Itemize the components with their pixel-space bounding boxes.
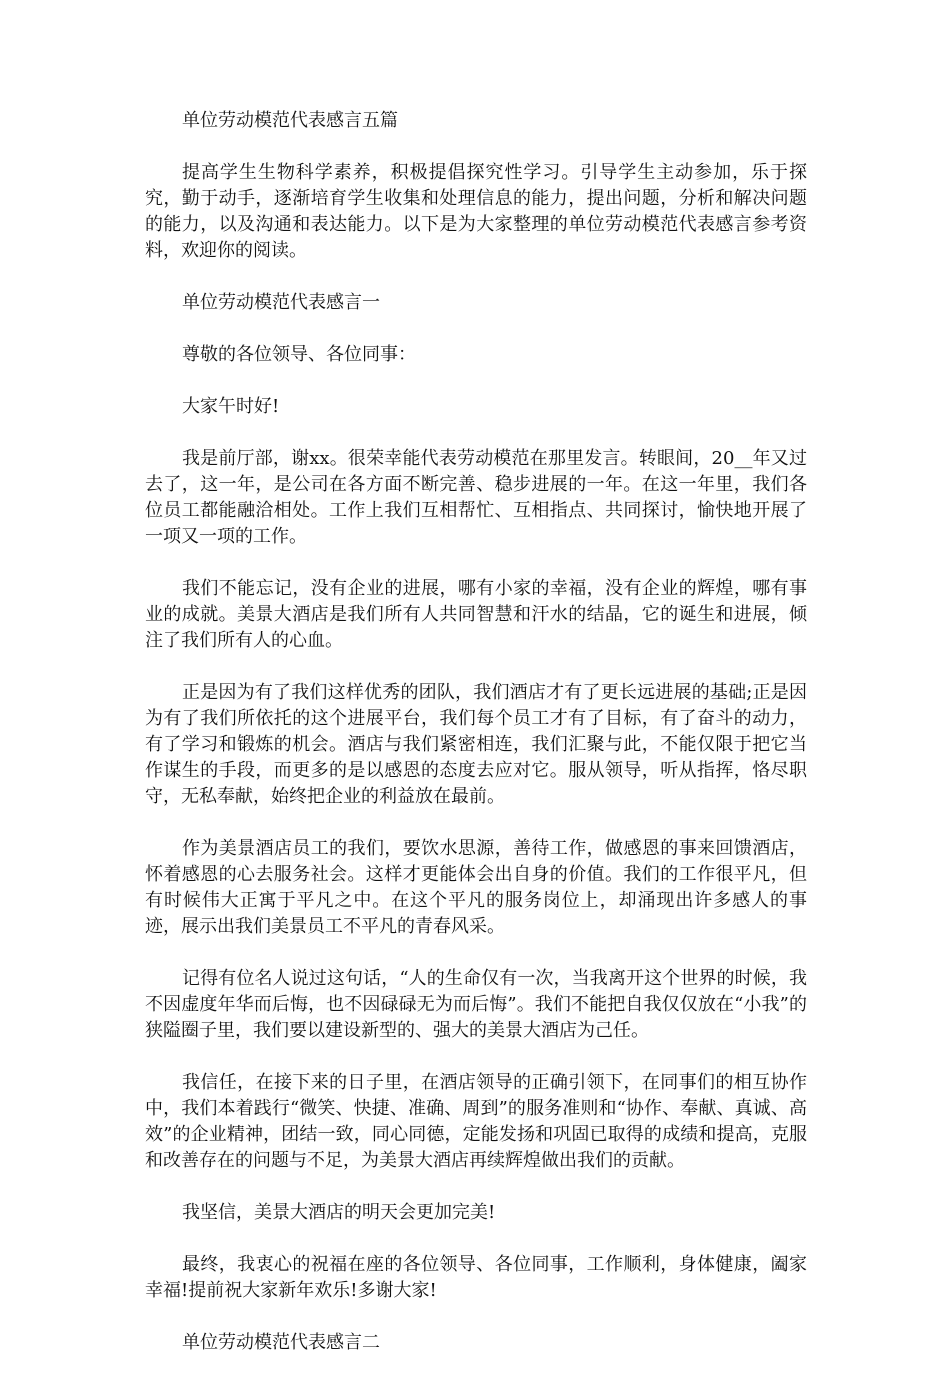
body-paragraph-5: 记得有位名人说过这句话，“人的生命仅有一次，当我离开这个世界的时候，我不因虚度年华而后悔，也不因碌碌无为而后悔”。我们不能把自我仅仅放在“小我”的狭隘圈子里，我们要以建设新型的、强大的美景大酒店为己任。 xyxy=(145,968,807,1041)
greeting: 大家午时好! xyxy=(182,396,280,417)
body-paragraph-8: 最终，我衷心的祝福在座的各位领导、各位同事，工作顺利，身体健康，阖家幸福!提前祝大家新年欢乐!多谢大家! xyxy=(145,1254,807,1301)
body-paragraph-1: 我是前厅部，谢xx。很荣幸能代表劳动模范在那里发言。转眼间，20__年又过去了，这一年，是公司在各方面不断完善、稳步进展的一年。在这一年里，我们各位员工都能融洽相处。工作上我们互相帮忙、互相指点、共同探讨，愉快地开展了一项又一项的工作。 xyxy=(145,448,807,547)
body-paragraph-4: 作为美景酒店员工的我们，要饮水思源，善待工作，做感恩的事来回馈酒店，怀着感恩的心去服务社会。这样才更能体会出自身的价值。我们的工作很平凡，但有时候伟大正寓于平凡之中。在这个平凡的服务岗位上，却涌现出许多感人的事迹，展示出我们美景员工不平凡的青春风采。 xyxy=(145,838,807,937)
document-title: 单位劳动模范代表感言五篇 xyxy=(182,110,398,131)
body-paragraph-6: 我信任，在接下来的日子里，在酒店领导的正确引领下，在同事们的相互协作中，我们本着践行“微笑、快捷、准确、周到”的服务准则和“协作、奉献、真诚、高效”的企业精神，团结一致，同心同德，定能发扬和巩固已取得的成绩和提高，克服和改善存在的问题与不足，为美景大酒店再续辉煌做出我们的贡献。 xyxy=(145,1072,807,1171)
body-paragraph-7: 我坚信，美景大酒店的明天会更加完美! xyxy=(182,1202,496,1223)
salutation: 尊敬的各位领导、各位同事： xyxy=(182,344,416,365)
section-heading-2: 单位劳动模范代表感言二 xyxy=(182,1332,380,1353)
section-heading-1: 单位劳动模范代表感言一 xyxy=(182,292,380,313)
body-paragraph-3: 正是因为有了我们这样优秀的团队，我们酒店才有了更长远进展的基础;正是因为有了我们所依托的这个进展平台，我们每个员工才有了目标，有了奋斗的动力，有了学习和锻炼的机会。酒店与我们紧密相连，我们汇聚与此，不能仅限于把它当作谋生的手段，而更多的是以感恩的态度去应对它。服从领导，听从指挥，恪尽职守，无私奉献，始终把企业的利益放在最前。 xyxy=(145,682,807,807)
body-paragraph-2: 我们不能忘记，没有企业的进展，哪有小家的幸福，没有企业的辉煌，哪有事业的成就。美景大酒店是我们所有人共同智慧和汗水的结晶，它的诞生和进展，倾注了我们所有人的心血。 xyxy=(145,578,807,651)
intro-paragraph: 提高学生生物科学素养，积极提倡探究性学习。引导学生主动参加，乐于探究，勤于动手，逐渐培育学生收集和处理信息的能力，提出问题，分析和解决问题的能力，以及沟通和表达能力。以下是为大家整理的单位劳动模范代表感言参考资料，欢迎你的阅读。 xyxy=(145,162,807,261)
document-body xyxy=(145,108,807,1382)
